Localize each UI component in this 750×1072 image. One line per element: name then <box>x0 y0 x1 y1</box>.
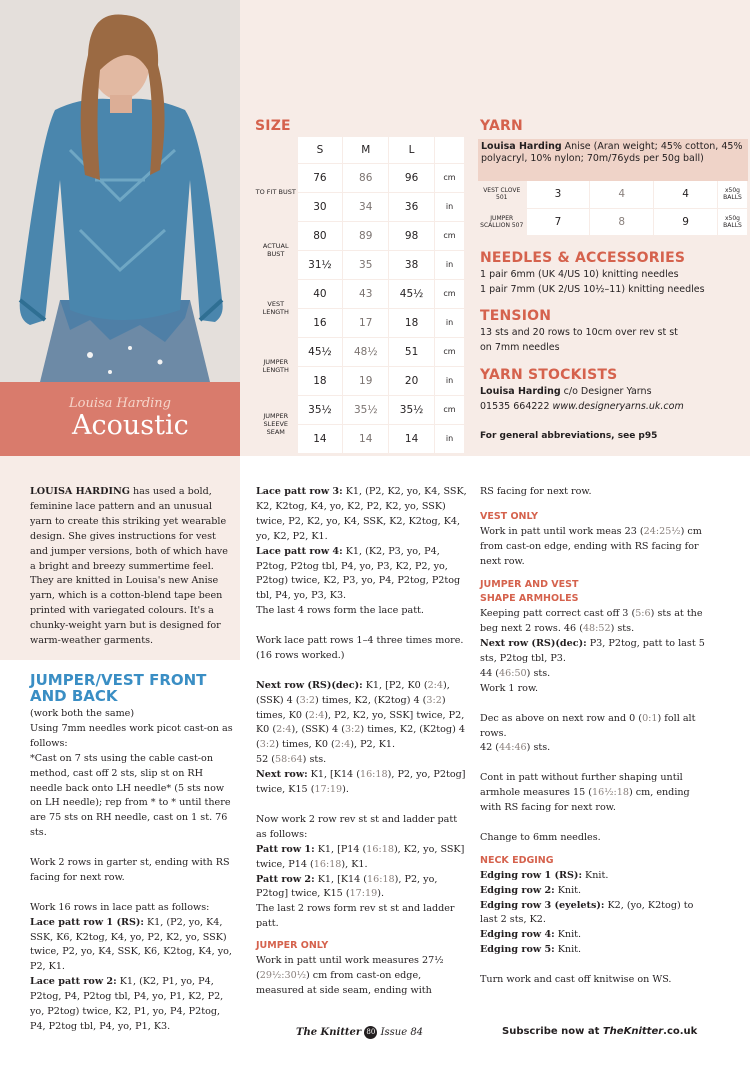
row-label: Next row (RS)(dec): <box>480 638 587 650</box>
row-label: Edging row 3 (eyelets): <box>480 899 605 911</box>
t: Dec as above on next row and 0 ( <box>480 712 643 724</box>
table-row <box>255 337 465 366</box>
site-name: TheKnitter <box>602 1026 664 1037</box>
subheading-jumper-only: JUMPER ONLY <box>256 940 329 952</box>
row-label: VEST LENGTH <box>255 279 297 337</box>
t: 48:52 <box>582 623 611 635</box>
footer-magazine <box>296 1026 423 1039</box>
footer-subscribe[interactable] <box>502 1026 697 1037</box>
row-label: Patt row 1: <box>256 843 315 855</box>
row-label: Lace patt row 1 (RS): <box>30 916 144 928</box>
row-text: Knit. <box>554 929 582 941</box>
table-cell: 19 <box>343 366 389 395</box>
row-label: ACTUAL BUST <box>255 221 297 279</box>
lace-row-2 <box>30 975 238 1035</box>
row-label: Lace patt row 2: <box>30 976 117 988</box>
t: 52 ( <box>256 754 276 766</box>
edging-row <box>480 899 708 929</box>
paragraph: Turn work and cast off knitwise on WS. <box>480 974 672 986</box>
paragraph: Work 1 row. <box>480 682 539 694</box>
unit-cell: cm <box>435 163 465 192</box>
stockist-brand: Louisa Harding <box>480 386 561 397</box>
table-cell: 14 <box>343 424 389 453</box>
table-cell: 35½ <box>297 395 343 424</box>
model-photo <box>0 0 240 382</box>
table-cell: 4 <box>654 181 718 208</box>
stitch-count <box>480 667 708 682</box>
table-cell: 20 <box>389 366 435 395</box>
table-cell: 38 <box>389 250 435 279</box>
t: ), (SSK) 4 ( <box>291 724 345 736</box>
size-table <box>255 137 465 454</box>
t: ) sts. <box>302 754 327 766</box>
paragraph: RS facing for next row. <box>480 486 592 497</box>
model-illustration <box>0 0 240 382</box>
yarn-brand: Louisa Harding <box>481 141 562 152</box>
t: 58:64 <box>275 754 303 766</box>
table-cell: 30 <box>297 192 343 221</box>
t: ) times, K2, (K2tog) 4 ( <box>315 694 427 706</box>
unit-cell: cm <box>435 395 465 424</box>
t: 44:46 <box>499 742 527 754</box>
row-text: Knit. <box>582 869 609 881</box>
paragraph: The last 4 rows form the lace patt. <box>256 605 424 617</box>
t: ) cm from cast-on edge, ending with RS facing for next row. <box>480 525 702 567</box>
t: 16½:18 <box>592 787 629 799</box>
table-cell: 9 <box>654 208 718 235</box>
stockist-contact <box>480 399 684 414</box>
table-cell: 35½ <box>389 395 435 424</box>
table-cell: 89 <box>343 221 389 250</box>
table-row <box>255 279 465 308</box>
abbreviations-note: For general abbreviations, see p95 <box>480 431 658 441</box>
table-cell: 86 <box>343 163 389 192</box>
table-cell: 16 <box>297 308 343 337</box>
t: ) times, K2, (K2tog) 4 ( <box>256 724 465 751</box>
t: ) sts. <box>526 742 551 754</box>
paragraph: (work both the same) <box>30 708 135 719</box>
t: 2:4 <box>427 679 444 691</box>
table-row <box>478 181 748 208</box>
lace-row-3 <box>256 485 468 545</box>
unit-cell: x50g BALLS <box>718 181 748 208</box>
t: 44 ( <box>480 667 500 679</box>
row-label: JUMPER SCALLION 507 <box>478 208 526 235</box>
t: 42 ( <box>480 742 500 754</box>
stockist-line <box>480 384 684 399</box>
needle-line: 1 pair 7mm (UK 2/US 10½–11) knitting needles <box>480 284 705 295</box>
table-cell: 18 <box>389 308 435 337</box>
stockist-website[interactable]: www.designeryarns.uk.com <box>552 401 684 412</box>
yarn-description <box>478 139 748 181</box>
t: ), K1. <box>341 858 368 870</box>
t: 16:18 <box>367 873 395 885</box>
t: ) times, K0 ( <box>256 694 446 721</box>
t: ) sts. <box>526 667 551 679</box>
t: ), P2, yo, P2tog] twice, K15 ( <box>256 769 466 796</box>
t: 3:2 <box>299 694 316 706</box>
t: ) foll alt rows. <box>480 712 696 739</box>
t: ), P2, yo, P2tog] twice, K15 ( <box>256 873 438 900</box>
lace-row-4 <box>256 545 468 605</box>
intro-body: has used a bold, feminine lace pattern and an unusual yarn to create this striking yet wearable design. She gives instructions for vest and jumper versions, both of which have a bright and breezy summertime feel. They are knitted in Louisa's new Anise yarn, which is a cotton-blend tape been printed with variegated colours. It's a chunky-weight yarn but is designed for warm-weather garments. <box>30 486 228 647</box>
row-label: JUMPER SLEEVE SEAM <box>255 395 297 453</box>
stockist-detail: c/o Designer Yarns <box>560 386 652 397</box>
site-tld: .co.uk <box>663 1026 698 1037</box>
t: 17:19 <box>349 888 378 900</box>
patt-row-1 <box>256 843 468 873</box>
designer-name: Louisa Harding <box>68 396 172 411</box>
paragraph <box>480 525 708 570</box>
t: ). <box>377 888 385 900</box>
table-row <box>255 163 465 192</box>
table-cell: 45½ <box>389 279 435 308</box>
table-cell: 96 <box>389 163 435 192</box>
table-cell: 48½ <box>343 337 389 366</box>
next-row <box>256 768 468 798</box>
yarn-heading: YARN <box>480 118 523 134</box>
table-cell: 4 <box>590 181 654 208</box>
unit-cell: cm <box>435 337 465 366</box>
paragraph: Change to 6mm needles. <box>480 831 601 843</box>
needles-list <box>480 267 705 297</box>
row-label: Edging row 1 (RS): <box>480 869 582 881</box>
tension-text <box>480 325 678 355</box>
yarn-detail: Anise (Aran weight; 45% cotton, 45% polyacryl, 10% nylon; 70m/76yds per 50g ball) <box>481 141 743 164</box>
dec-row <box>480 637 708 667</box>
needle-line: 1 pair 6mm (UK 4/US 10) knitting needles <box>480 269 679 280</box>
column-1 <box>30 707 238 1035</box>
table-cell: 36 <box>389 192 435 221</box>
paragraph <box>480 607 708 637</box>
subheading-vest-only: VEST ONLY <box>480 510 538 522</box>
table-cell: 40 <box>297 279 343 308</box>
column-2 <box>256 485 468 999</box>
row-label: Edging row 2: <box>480 884 555 896</box>
subheading-neck-edging: NECK EDGING <box>480 854 554 866</box>
unit-cell: in <box>435 250 465 279</box>
t: 3:2 <box>259 739 276 751</box>
edging-row <box>480 943 708 958</box>
stitch-count <box>480 741 708 756</box>
edging-row <box>480 869 708 884</box>
unit-cell: in <box>435 308 465 337</box>
unit-cell: in <box>435 192 465 221</box>
lace-row-1 <box>30 916 238 976</box>
table-cell: 18 <box>297 366 343 395</box>
t: 17:19 <box>314 784 343 796</box>
tension-line: 13 sts and 20 rows to 10cm over rev st st <box>480 327 678 338</box>
corner-cell <box>255 137 297 163</box>
subheading-jumper-and-vest: JUMPER AND VEST <box>480 578 579 590</box>
table-cell: 51 <box>389 337 435 366</box>
paragraph <box>256 954 468 999</box>
row-text: P3, P2tog, patt to last 5 sts, P2tog tbl, P3. <box>480 638 705 665</box>
t: ) times, K0 ( <box>275 739 335 751</box>
t: ). <box>342 784 349 796</box>
row-text: K2, (yo, K2tog) to last 2 sts, K2. <box>480 899 694 926</box>
table-cell: 34 <box>343 192 389 221</box>
table-cell: 8 <box>590 208 654 235</box>
table-cell: 31½ <box>297 250 343 279</box>
table-cell: 7 <box>526 208 590 235</box>
t: 5:6 <box>635 608 651 620</box>
t: K1, [P2, K0 ( <box>362 679 428 691</box>
t: ) cm from cast-on edge, measured at side seam, ending with <box>256 969 432 996</box>
table-cell: 14 <box>389 424 435 453</box>
t: 0:1 <box>642 712 658 724</box>
row-text: K1, (K2, P3, yo, P4, P2tog, P2tog tbl, P4, yo, P3, K2, P2, yo, P2tog) twice, K2, P3, yo, P4, P2tog, P2tog tbl, P4, yo, P3, K3. <box>256 545 461 602</box>
row-text: Knit. <box>554 944 582 956</box>
row-label: TO FIT BUST <box>255 163 297 221</box>
edging-row <box>480 928 708 943</box>
table-cell: 3 <box>526 181 590 208</box>
unit-cell: cm <box>435 221 465 250</box>
unit-cell: x50g BALLS <box>718 208 748 235</box>
stockists-heading: YARN STOCKISTS <box>480 367 618 383</box>
t: Work in patt until work measures 27½ ( <box>256 955 444 981</box>
t: 2:4 <box>276 724 292 736</box>
row-text: K1, (P2, yo, K4, SSK, K6, K2tog, K4, yo, P2, K2, yo, SSK) twice, P2, yo, K4, SSK, K6, K2tog, K4, yo, P2, K1. <box>30 916 232 973</box>
table-cell: 17 <box>343 308 389 337</box>
t: Cont in patt without further shaping until armhole measures 15 ( <box>480 772 683 799</box>
t: 3:2 <box>426 694 442 706</box>
column-3 <box>480 485 708 988</box>
t: ) cm, ending with RS facing for next row. <box>480 787 690 814</box>
tension-line: on 7mm needles <box>480 342 560 353</box>
row-label: JUMPER LENGTH <box>255 337 297 395</box>
subscribe-text: Subscribe now at <box>502 1026 603 1037</box>
row-text: Knit. <box>554 884 582 896</box>
t: 16:18 <box>366 843 394 855</box>
size-table-header <box>255 137 465 163</box>
table-cell: 76 <box>297 163 343 192</box>
paragraph: The last 2 rows form rev st st and ladder patt. <box>256 903 455 930</box>
yarn-table <box>478 181 748 236</box>
table-cell: 43 <box>343 279 389 308</box>
paragraph: Using 7mm needles work picot cast-on as follows: <box>30 722 233 749</box>
magazine-name: The Knitter <box>296 1027 362 1038</box>
row-text: K1, (P2, K2, yo, K4, SSK, K2, K2tog, K4, yo, K2, P2, K2, yo, SSK) twice, P2, K2, yo, K4, SSK, K2, K2tog, K4, yo, K2, P2, K1. <box>256 486 467 542</box>
page-number: 80 <box>364 1026 377 1039</box>
t: ), P2, K2, yo, SSK] twice, P2, K0 ( <box>256 709 465 736</box>
table-cell: 14 <box>297 424 343 453</box>
t: Work in patt until work meas 23 ( <box>480 525 644 537</box>
unit-cell: in <box>435 366 465 395</box>
table-cell: 45½ <box>297 337 343 366</box>
pattern-title: Acoustic <box>72 410 189 441</box>
t: ), K2, yo, SSK] twice, P14 ( <box>256 843 465 870</box>
row-label: Next row (RS)(dec): <box>256 679 363 691</box>
tension-heading: TENSION <box>480 308 552 324</box>
unit-cell: in <box>435 424 465 453</box>
intro-lead: LOUISA HARDING <box>30 486 130 497</box>
table-cell: 80 <box>297 221 343 250</box>
needles-heading: NEEDLES & ACCESSORIES <box>480 250 686 266</box>
t: 2:4 <box>308 709 325 721</box>
table-row <box>255 221 465 250</box>
paragraph: Work lace patt rows 1–4 three times more. (16 rows worked.) <box>256 635 464 661</box>
t: Keeping patt correct cast off 3 ( <box>480 608 636 620</box>
row-label: Lace patt row 3: <box>256 486 343 497</box>
t: 16:18 <box>313 858 342 870</box>
intro-text <box>30 485 235 649</box>
paragraph: Work 2 rows in garter st, ending with RS facing for next row. <box>30 857 230 883</box>
paragraph <box>480 771 708 816</box>
patt-row-2 <box>256 873 468 903</box>
paragraph <box>480 712 708 742</box>
size-col-s: S <box>297 137 343 163</box>
stitch-count <box>256 753 468 768</box>
dec-row <box>256 679 468 754</box>
size-col-l: L <box>389 137 435 163</box>
table-row <box>255 395 465 424</box>
subheading-shape-armholes: SHAPE ARMHOLES <box>480 593 579 605</box>
t: ), (SSK) 4 ( <box>256 679 450 706</box>
t: ), P2, K1. <box>350 739 396 751</box>
paragraph: Work 16 rows in lace patt as follows: <box>30 901 210 913</box>
t: ) sts at the beg next 2 rows. 46 ( <box>480 608 703 635</box>
table-cell: 35 <box>343 250 389 279</box>
size-heading: SIZE <box>255 118 291 134</box>
row-label: VEST CLOVE 501 <box>478 181 526 208</box>
t: K1, [K14 ( <box>314 873 367 885</box>
issue-number: Issue 84 <box>380 1027 424 1038</box>
row-label: Patt row 2: <box>256 873 315 885</box>
paragraph: Now work 2 row rev st st and ladder patt as follows: <box>256 813 458 840</box>
stockist-phone: 01535 664222 <box>480 401 550 412</box>
t: ) sts. <box>610 623 635 635</box>
t: 3:2 <box>344 724 361 736</box>
table-row <box>478 208 748 235</box>
section-heading-front-back: JUMPER/VEST FRONT AND BACK <box>30 671 207 705</box>
t: 46:50 <box>499 667 527 679</box>
t: 16:18 <box>359 769 388 781</box>
t: K1, [P14 ( <box>314 843 367 855</box>
table-cell: 98 <box>389 221 435 250</box>
stockists-text <box>480 384 684 414</box>
t: 2:4 <box>334 739 351 751</box>
size-col-m: M <box>343 137 389 163</box>
row-label: Edging row 5: <box>480 944 555 956</box>
row-text: K1, (K2, P1, yo, P4, P2tog, P4, P2tog tbl, P4, yo, P1, K2, P2, yo, P2tog) twice, K2, P1, yo, P4, P2tog, P4, P2tog tbl, P4, yo, P1, K3. <box>30 976 224 1032</box>
t: 24:25½ <box>643 525 681 537</box>
unit-col <box>435 137 465 163</box>
t: 29½:30½ <box>259 969 306 981</box>
row-label: Lace patt row 4: <box>256 545 343 557</box>
unit-cell: cm <box>435 279 465 308</box>
t: K1, [K14 ( <box>307 769 360 781</box>
table-cell: 35½ <box>343 395 389 424</box>
row-label: Next row: <box>256 769 308 781</box>
row-label: Edging row 4: <box>480 929 555 941</box>
paragraph: *Cast on 7 sts using the cable cast-on method, cast off 2 sts, slip st on RH needle back onto LH needle* (5 sts now on LH needle); rep from * to * until there are 75 sts on RH needle, cast on 1 st. 76 sts. <box>30 752 231 839</box>
edging-row <box>480 884 708 899</box>
